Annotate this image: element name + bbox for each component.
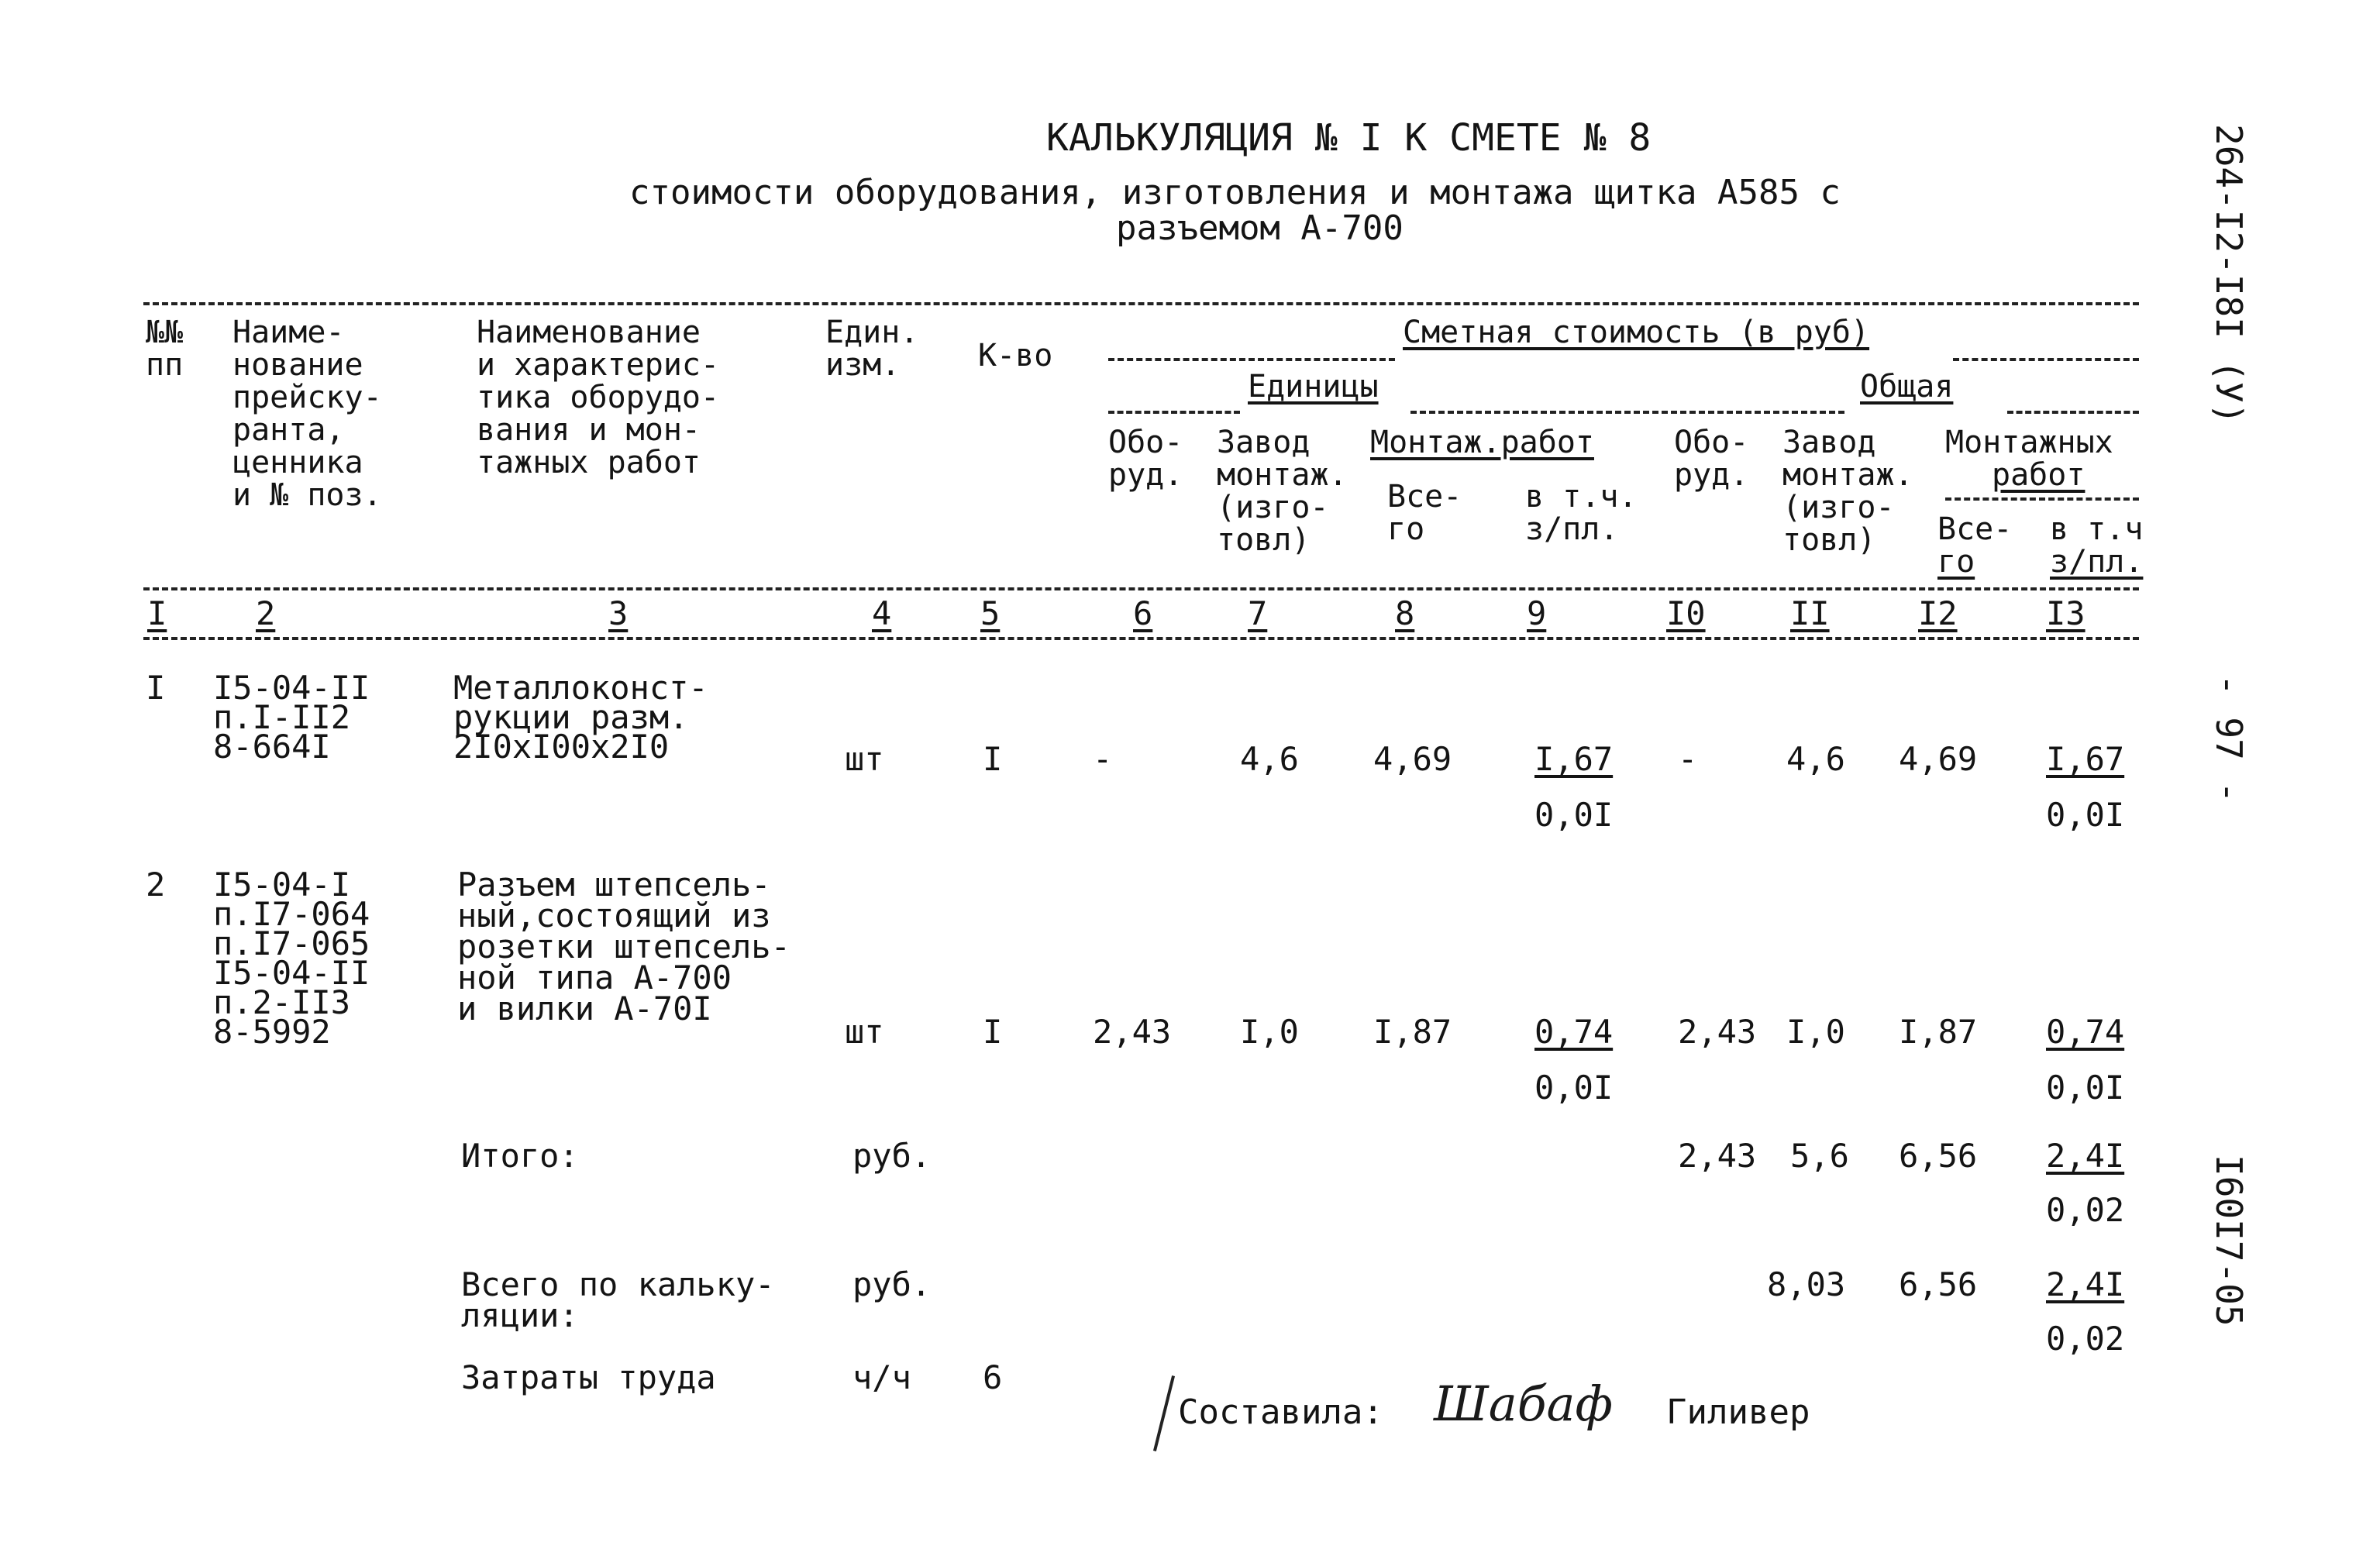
montazh-total-header-line2: работ xyxy=(1992,457,2086,493)
row2-name-line2: ный,состоящий из xyxy=(457,897,771,935)
col10-header-line1: Обо- xyxy=(1674,425,1749,460)
document-subtitle-line1: стоимости оборудования, изготовления и монтажа щитка А585 с xyxy=(629,173,1841,212)
row1-number: I xyxy=(146,669,166,707)
col-number-12: I2 xyxy=(1918,594,1958,632)
col6-header-line2: руд. xyxy=(1108,457,1183,493)
col-number-6: 6 xyxy=(1133,594,1153,632)
row1-montazh-total-wage: 0,0I xyxy=(2046,796,2125,834)
row1-equipment-total: - xyxy=(1678,740,1698,778)
col2-header-line1: Наиме- xyxy=(232,315,345,350)
row2-code-line6: 8-5992 xyxy=(213,1013,331,1051)
col8-header-line1: Все- xyxy=(1387,479,1462,515)
col10-header-line2: руд. xyxy=(1674,457,1749,493)
col13-header-line1: в т.ч xyxy=(2050,511,2144,547)
signature-label: Составила: xyxy=(1178,1392,1383,1432)
row2-name-line4: ной типа А-700 xyxy=(457,959,732,997)
col2-header-line5: ценника xyxy=(232,445,363,480)
col3-header-line1: Наименование xyxy=(477,315,701,350)
col12-header-line1: Все- xyxy=(1937,511,2013,547)
row1-name-line2: рукции разм. xyxy=(453,698,689,736)
margin-page-number: - 97 - xyxy=(2208,674,2250,804)
row1-factory-total: 4,6 xyxy=(1786,740,1845,778)
document-subtitle-line2: разъемом А-700 xyxy=(1116,208,1404,248)
row2-number: 2 xyxy=(146,866,166,904)
itogo-equipment-total: 2,43 xyxy=(1678,1137,1757,1175)
montazh-total-header-line1: Монтажных xyxy=(1945,425,2113,460)
col9-header-line2: з/пл. xyxy=(1525,511,1619,547)
signature-slash-mark xyxy=(1153,1375,1175,1451)
col-number-2: 2 xyxy=(256,594,276,632)
row2-code-line5: п.2-II3 xyxy=(213,983,351,1021)
col-number-3: 3 xyxy=(608,594,629,632)
row1-code-line1: I5-04-II xyxy=(213,669,370,707)
col8-header-line2: го xyxy=(1387,511,1425,547)
group-rule-right xyxy=(1953,358,2139,361)
header-bottom-rule xyxy=(143,587,2139,590)
total-cost-header: Общая xyxy=(1860,369,1954,404)
row2-code-line3: п.I7-065 xyxy=(213,924,370,962)
row1-montazh-unit-incl: I,67 xyxy=(1534,740,1614,778)
col9-header-line1: в т.ч. xyxy=(1525,479,1638,515)
labor-unit: ч/ч xyxy=(852,1358,911,1396)
col2-header-line2: нование xyxy=(232,347,363,383)
row2-name-line1: Разъем штепсель- xyxy=(457,866,771,904)
col-number-13: I3 xyxy=(2046,594,2086,632)
col13-header-line2: з/пл. xyxy=(2050,544,2144,580)
col7-header-line3: (изго- xyxy=(1217,490,1329,525)
itogo-label: Итого: xyxy=(461,1137,579,1175)
row1-quantity: I xyxy=(983,740,1003,778)
col3-header-line2: и характерис- xyxy=(477,347,720,383)
col11-header-line3: (изго- xyxy=(1782,490,1895,525)
total-rule-right xyxy=(2007,411,2139,414)
col4-header-line1: Един. xyxy=(825,315,919,350)
signature-name: Гиливер xyxy=(1666,1392,1810,1432)
col6-header-line1: Обо- xyxy=(1108,425,1183,460)
col1-header-line1: №№ xyxy=(146,315,184,350)
document-title: КАЛЬКУЛЯЦИЯ № I К СМЕТЕ № 8 xyxy=(1046,116,1652,160)
row1-montazh-total-incl: I,67 xyxy=(2046,740,2125,778)
row2-code-line4: I5-04-II xyxy=(213,954,370,992)
col2-header-line4: ранта, xyxy=(232,412,345,448)
vsego-factory-total: 8,03 xyxy=(1767,1265,1846,1303)
row1-code-line2: п.I-II2 xyxy=(213,698,351,736)
row2-montazh-unit-wage: 0,0I xyxy=(1534,1069,1614,1107)
row2-montazh-total-incl: 0,74 xyxy=(2046,1013,2125,1051)
row1-code-line3: 8-664I xyxy=(213,728,331,766)
col7-header-line1: Завод xyxy=(1217,425,1311,460)
margin-document-code: 264-I2-I8I (У) xyxy=(2208,124,2250,425)
col-number-11: II xyxy=(1790,594,1830,632)
col-number-1: I xyxy=(147,594,167,632)
col11-header-line4: товл) xyxy=(1782,522,1876,558)
numbers-rule xyxy=(143,637,2139,640)
row2-factory-total: I,0 xyxy=(1786,1013,1845,1051)
table-top-rule xyxy=(143,302,2139,305)
col7-header-line2: монтаж. xyxy=(1217,457,1348,493)
labor-quantity: 6 xyxy=(983,1358,1003,1396)
row2-code-line1: I5-04-I xyxy=(213,866,351,904)
row2-montazh-total: I,87 xyxy=(1899,1013,1978,1051)
montazh-total-rule xyxy=(1945,497,2139,501)
row1-name-line1: Металлоконст- xyxy=(453,669,708,707)
row2-quantity: I xyxy=(983,1013,1003,1051)
col11-header-line1: Завод xyxy=(1782,425,1876,460)
handwritten-signature: Шабаф xyxy=(1434,1375,1614,1432)
itogo-montazh-total: 6,56 xyxy=(1899,1137,1978,1175)
labor-label: Затраты труда xyxy=(461,1358,716,1396)
montazh-header: Монтаж.работ xyxy=(1370,425,1594,460)
row2-name-line3: розетки штепсель- xyxy=(457,928,790,966)
group-rule-left xyxy=(1108,358,1395,361)
margin-sheet-code: I60I7-05 xyxy=(2208,1155,2250,1327)
col3-header-line4: вания и мон- xyxy=(477,412,701,448)
row1-name-line3: 2I0xI00x2I0 xyxy=(453,728,670,766)
col12-header-line2: го xyxy=(1937,544,1975,580)
vsego-label-line2: ляции: xyxy=(461,1296,579,1334)
col-number-7: 7 xyxy=(1248,594,1268,632)
row1-factory-unit: 4,6 xyxy=(1240,740,1299,778)
row1-equipment-unit: - xyxy=(1093,740,1113,778)
col3-header-line5: тажных работ xyxy=(477,445,701,480)
itogo-montazh-incl: 2,4I xyxy=(2046,1137,2125,1175)
col3-header-line3: тика оборудо- xyxy=(477,380,720,415)
col-number-9: 9 xyxy=(1527,594,1547,632)
row2-factory-unit: I,0 xyxy=(1240,1013,1299,1051)
vsego-montazh-wage: 0,02 xyxy=(2046,1320,2125,1358)
vsego-montazh-total: 6,56 xyxy=(1899,1265,1978,1303)
row2-unit: шт xyxy=(845,1013,884,1051)
row1-montazh-total: 4,69 xyxy=(1899,740,1978,778)
col4-header-line2: изм. xyxy=(825,347,901,383)
col11-header-line2: монтаж. xyxy=(1782,457,1913,493)
cost-group-header: Сметная стоимость (в руб) xyxy=(1403,315,1870,350)
itogo-montazh-wage: 0,02 xyxy=(2046,1191,2125,1229)
itogo-unit: руб. xyxy=(852,1137,932,1175)
row2-equipment-unit: 2,43 xyxy=(1093,1013,1172,1051)
col7-header-line4: товл) xyxy=(1217,522,1311,558)
row2-montazh-total-wage: 0,0I xyxy=(2046,1069,2125,1107)
unit-cost-header: Единицы xyxy=(1248,369,1379,404)
col1-header-line2: пп xyxy=(146,347,184,383)
vsego-montazh-incl: 2,4I xyxy=(2046,1265,2125,1303)
row1-unit: шт xyxy=(845,740,884,778)
row2-name-line5: и вилки А-70I xyxy=(457,990,712,1028)
col2-header-line6: и № поз. xyxy=(232,477,382,513)
row1-montazh-unit-wage: 0,0I xyxy=(1534,796,1614,834)
row2-montazh-unit-incl: 0,74 xyxy=(1534,1013,1614,1051)
row2-equipment-total: 2,43 xyxy=(1678,1013,1757,1051)
col-number-5: 5 xyxy=(980,594,1001,632)
unit-rule-left xyxy=(1108,411,1240,414)
vsego-unit: руб. xyxy=(852,1265,932,1303)
itogo-factory-total: 5,6 xyxy=(1790,1137,1849,1175)
col5-header: К-во xyxy=(978,338,1053,374)
col2-header-line3: прейску- xyxy=(232,380,382,415)
col-number-8: 8 xyxy=(1395,594,1415,632)
col-number-10: I0 xyxy=(1666,594,1706,632)
row2-code-line2: п.I7-064 xyxy=(213,895,370,933)
col-number-4: 4 xyxy=(872,594,892,632)
row2-montazh-unit-total: I,87 xyxy=(1373,1013,1452,1051)
row1-montazh-unit-total: 4,69 xyxy=(1373,740,1452,778)
vsego-label-line1: Всего по кальку- xyxy=(461,1265,775,1303)
unit-total-rule xyxy=(1410,411,1844,414)
